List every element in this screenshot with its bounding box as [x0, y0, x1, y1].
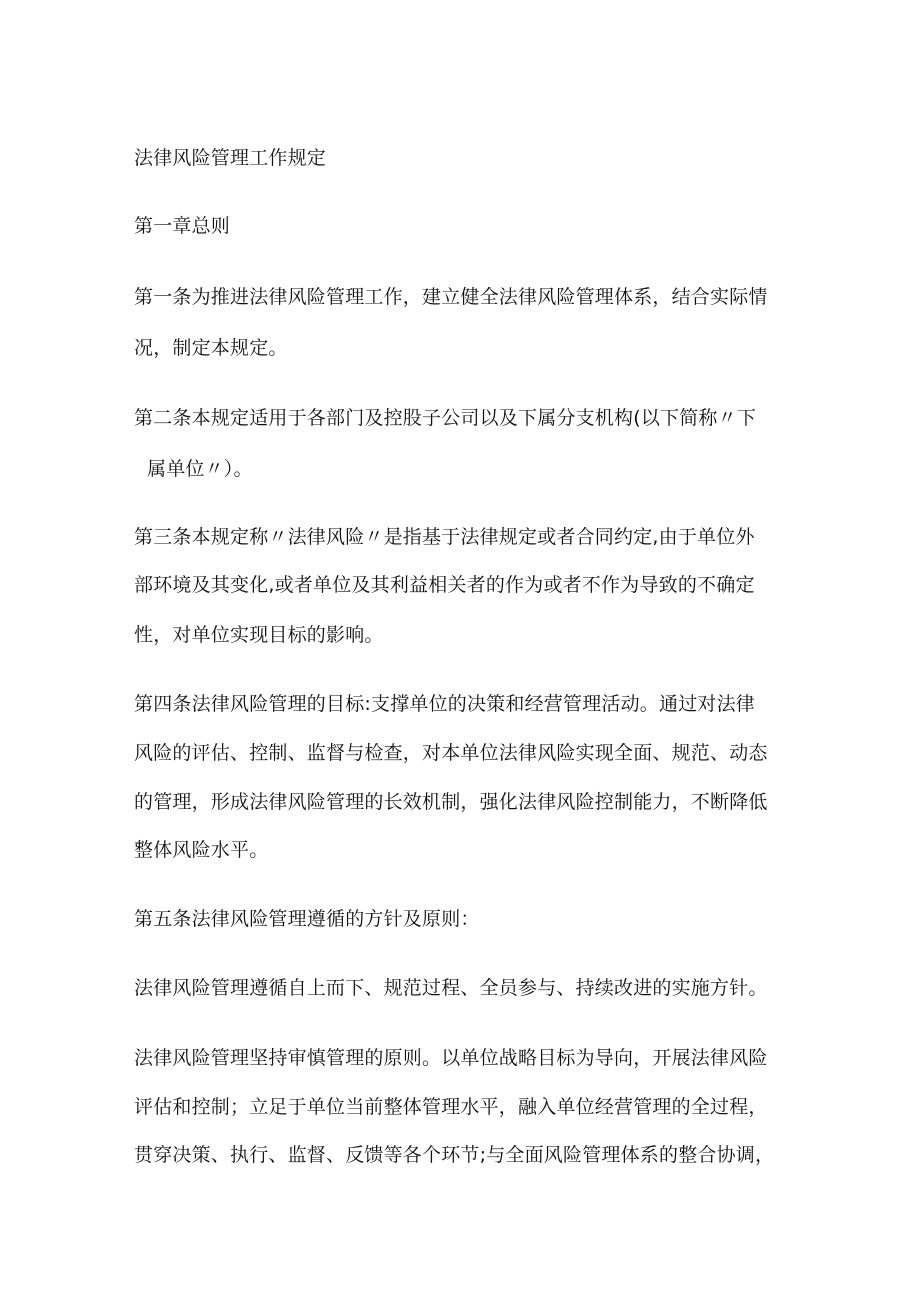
article-5-line-1: 第五条法律风险管理遵循的方针及原则： [134, 908, 480, 930]
article-2-line-1: 第二条本规定适用于各部门及控股子公司以及下属分支机构(以下简称〃下 [134, 407, 757, 429]
article-4-line-1: 第四条法律风险管理的目标:支撑单位的决策和经营管理活动。通过对法律 [134, 693, 756, 715]
policy-line-1: 法律风险管理遵循自上而下、规范过程、全员参与、持续改进的实施方针。 [134, 977, 768, 999]
principle-line-3: 贯穿决策、执行、监督、反馈等各个环节;与全面风险管理体系的整合协调， [134, 1144, 775, 1166]
principle-line-1: 法律风险管理坚持审慎管理的原则。以单位战略目标为导向，开展法律风险 [134, 1047, 768, 1069]
article-4-line-2: 风险的评估、控制、监督与检查，对本单位法律风险实现全面、规范、动态 [134, 742, 768, 764]
article-4-line-4: 整体风险水平。 [134, 839, 269, 861]
article-3-line-3: 性，对单位实现目标的影响。 [134, 624, 384, 646]
article-2-line-2: 属单位〃）。 [147, 458, 253, 480]
chapter-heading: 第一章总则 [134, 215, 231, 237]
article-3-line-1: 第三条本规定称〃法律风险〃是指基于法律规定或者合同约定,由于单位外 [134, 526, 755, 548]
article-4-line-3: 的管理，形成法律风险管理的长效机制，强化法律风险控制能力，不断降低 [134, 791, 768, 813]
document-title: 法律风险管理工作规定 [134, 147, 327, 169]
article-1-line-1: 第一条为推进法律风险管理工作，建立健全法律风险管理体系，结合实际情 [134, 286, 768, 308]
article-1-line-2: 况，制定本规定。 [134, 337, 288, 359]
principle-line-2: 评估和控制；立足于单位当前整体管理水平，融入单位经营管理的全过程， [134, 1096, 768, 1118]
article-3-line-2: 部环境及其变化,或者单位及其利益相关者的作为或者不作为导致的不确定 [134, 574, 755, 596]
